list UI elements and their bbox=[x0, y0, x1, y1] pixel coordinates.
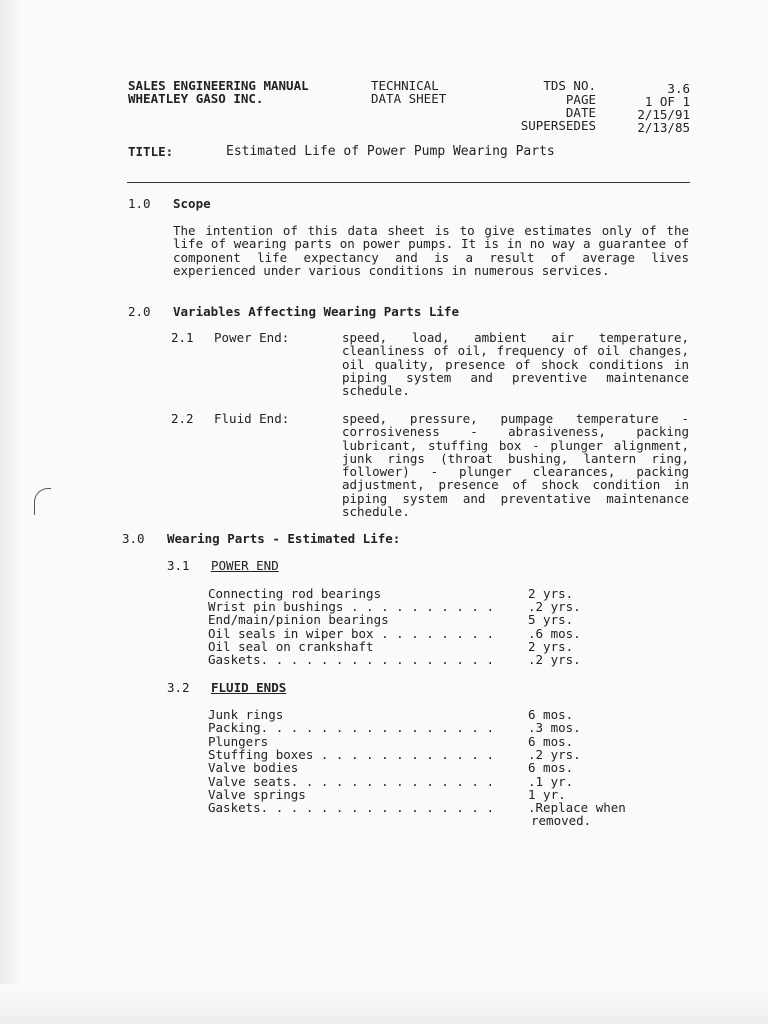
part-life: .1 yr. bbox=[528, 774, 574, 789]
part-life: 2 yrs. bbox=[528, 586, 574, 601]
part-life: .6 mos. bbox=[528, 626, 581, 641]
part-name: Gaskets. . . . . . . . . . . . . . . . bbox=[208, 652, 494, 667]
page-label: PAGE bbox=[565, 92, 596, 107]
part-name: Connecting rod bearings bbox=[208, 586, 382, 601]
part-name: Oil seals in wiper box . . . . . . . . bbox=[208, 626, 494, 641]
supersedes-value: 2/13/85 bbox=[637, 120, 690, 135]
tds-no-value: 3.6 bbox=[667, 81, 690, 96]
fluid-end-parts-heading: FLUID ENDS bbox=[211, 680, 287, 695]
part-life: 6 mos. bbox=[528, 760, 574, 775]
part-name: Stuffing boxes . . . . . . . . . . . . bbox=[208, 747, 494, 762]
tds-no-label: TDS NO. bbox=[543, 78, 596, 93]
fluid-end-variables: speed, pressure, pumpage temperature - corrosiveness - abrasiveness, packing lubricant, stuffing box - plunger alignment, junk rings (throat bushing, lantern ring, follower) - plunger clearances, packing adjustment, presence of shock condition in piping system and preventative maintenance schedule. bbox=[342, 411, 689, 520]
power-end-variables: speed, load, ambient air temperature, cleanliness of oil, frequency of oil changes, oil quality, presence of shock conditions in piping system and preventive maintenance schedule. bbox=[342, 330, 689, 399]
title-label: TITLE: bbox=[128, 144, 174, 159]
date-label: DATE bbox=[565, 105, 596, 120]
part-name: Plungers bbox=[208, 734, 269, 749]
part-life: .3 mos. bbox=[528, 720, 581, 735]
power-end-parts-heading: POWER END bbox=[211, 558, 279, 573]
power-end-number: 2.1 bbox=[171, 330, 194, 345]
scan-shadow-left bbox=[0, 0, 20, 1024]
part-life: 2 yrs. bbox=[528, 639, 574, 654]
manual-name: SALES ENGINEERING MANUAL bbox=[128, 78, 309, 93]
part-life: .2 yrs. bbox=[528, 599, 581, 614]
part-name: Junk rings bbox=[208, 707, 284, 722]
fluid-end-number: 2.2 bbox=[171, 411, 194, 426]
part-life: 5 yrs. bbox=[528, 612, 574, 627]
company-name: WHEATLEY GASO INC. bbox=[128, 91, 264, 106]
part-name: End/main/pinion bearings bbox=[208, 612, 389, 627]
part-life: 6 mos. bbox=[528, 734, 574, 749]
part-name: Packing. . . . . . . . . . . . . . . . bbox=[208, 720, 494, 735]
power-end-parts-number: 3.1 bbox=[167, 558, 190, 573]
scope-heading: Scope bbox=[173, 196, 211, 211]
header-divider bbox=[127, 182, 690, 183]
date-value: 2/15/91 bbox=[637, 107, 690, 122]
part-life: .Replace when bbox=[528, 800, 626, 815]
part-name: Oil seal on crankshaft bbox=[208, 639, 374, 654]
margin-pen-mark bbox=[34, 488, 51, 515]
gaskets-note-continued: removed. bbox=[531, 813, 592, 828]
wearing-number: 3.0 bbox=[122, 531, 145, 546]
variables-number: 2.0 bbox=[128, 304, 151, 319]
scope-body: The intention of this data sheet is to give estimates only of the life of wearing parts on power pumps. It is in no way a guarantee of component life expectancy and is a result of average lives experienced under various conditions in numerous services. bbox=[173, 223, 689, 278]
part-name: Gaskets. . . . . . . . . . . . . . . . bbox=[208, 800, 494, 815]
wearing-heading: Wearing Parts - Estimated Life: bbox=[167, 531, 401, 546]
scan-shadow-bottom bbox=[0, 984, 768, 1024]
doc-title: Estimated Life of Power Pump Wearing Parts bbox=[226, 144, 555, 159]
variables-heading: Variables Affecting Wearing Parts Life bbox=[173, 304, 459, 319]
scope-number: 1.0 bbox=[128, 196, 151, 211]
part-name: Valve springs bbox=[208, 787, 306, 802]
part-name: Wrist pin bushings . . . . . . . . . . bbox=[208, 599, 494, 614]
doc-type-line2: DATA SHEET bbox=[371, 91, 447, 106]
part-name: Valve seats. . . . . . . . . . . . . . bbox=[208, 774, 494, 789]
part-life: .2 yrs. bbox=[528, 652, 581, 667]
page-value: 1 OF 1 bbox=[644, 94, 690, 109]
power-end-label: Power End: bbox=[214, 330, 290, 345]
supersedes-label: SUPERSEDES bbox=[520, 118, 596, 133]
part-name: Valve bodies bbox=[208, 760, 299, 775]
part-life: 6 mos. bbox=[528, 707, 574, 722]
fluid-end-parts-number: 3.2 bbox=[167, 680, 190, 695]
fluid-end-label: Fluid End: bbox=[214, 411, 290, 426]
doc-type-line1: TECHNICAL bbox=[371, 78, 439, 93]
part-life: .2 yrs. bbox=[528, 747, 581, 762]
part-life: 1 yr. bbox=[528, 787, 566, 802]
